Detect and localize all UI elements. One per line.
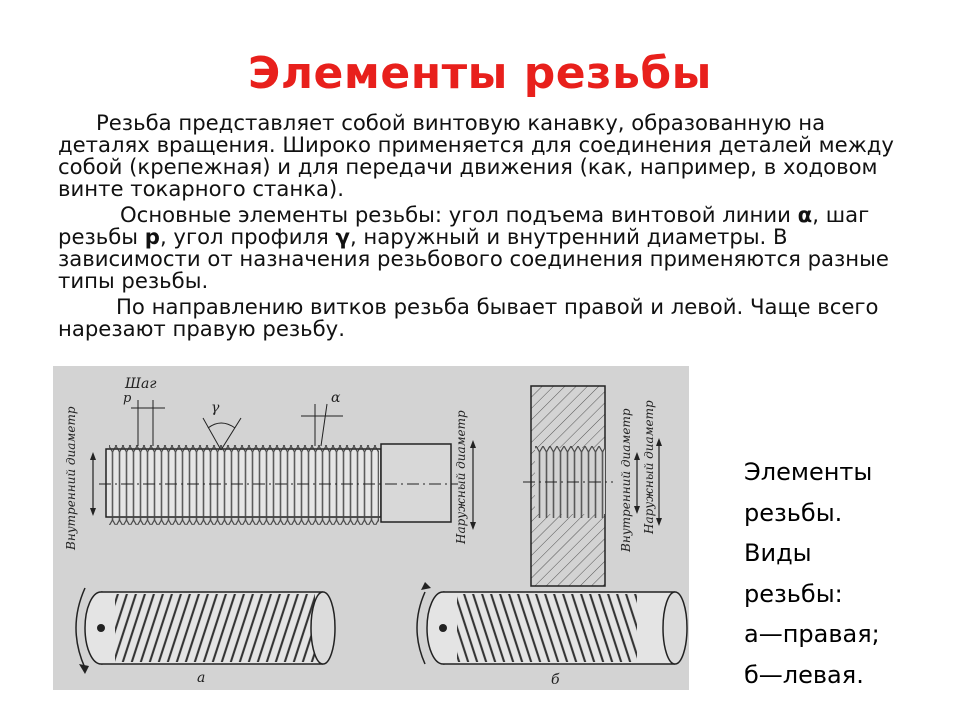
paragraph-elements-mid2: , угол профиля (159, 224, 336, 249)
paragraph-direction: По направлению витков резьба бывает правой и левой. Чаще всего нарезают правую резьбу. (58, 294, 879, 341)
caption-line: б—левая. (744, 660, 864, 689)
paragraph-elements (58, 204, 916, 292)
outer-diameter-label: Наружный диаметр (454, 410, 468, 544)
gamma-label: γ (211, 400, 220, 416)
paragraph-definition: Резьба представляет собой винтовую канавку, образованную на деталях вращения. Широко применяется для соединения деталей между собой (крепежная) и для передачи движения (как, например, в ходовом винте токарного станка). (58, 110, 894, 201)
caption-line: Виды (744, 539, 812, 567)
caption-line: резьбы. (744, 498, 843, 527)
alpha-symbol: α (797, 202, 813, 227)
caption-line: Элементы (744, 458, 873, 486)
body-text (58, 112, 916, 344)
bolt-drawing (90, 400, 476, 530)
label-a: а (197, 670, 206, 686)
thread-drawing (53, 366, 689, 690)
paragraph-elements-mid1: , шаг резьбы (58, 202, 870, 249)
inner-diameter-label-2: Внутренний диаметр (619, 408, 633, 552)
caption-line: а—правая; (744, 620, 880, 648)
outer-diameter-label-2: Наружный диаметр (642, 400, 656, 534)
figure-caption (744, 452, 944, 695)
pitch-symbol: р (144, 224, 160, 249)
slide-title: Элементы резьбы (248, 48, 712, 99)
thread-figure (53, 366, 689, 690)
alpha-label: α (331, 390, 341, 406)
left-hand-thread-drawing (417, 582, 687, 664)
inner-diameter-label: Внутренний диаметр (64, 406, 78, 550)
gamma-symbol: γ (335, 224, 350, 249)
paragraph-elements-rest: , наружный и внутренний диаметры. В зависимости от назначения резьбового соединения применяются разные типы резьбы. (58, 224, 889, 293)
pitch-label: Шаг (125, 376, 157, 392)
label-b: б (551, 672, 560, 688)
right-hand-thread-drawing (76, 588, 335, 674)
paragraph-elements-text: Основные элементы резьбы: угол подъема винтовой линии (120, 202, 798, 227)
p-label: p (123, 391, 132, 406)
caption-line: резьбы: (744, 579, 843, 608)
